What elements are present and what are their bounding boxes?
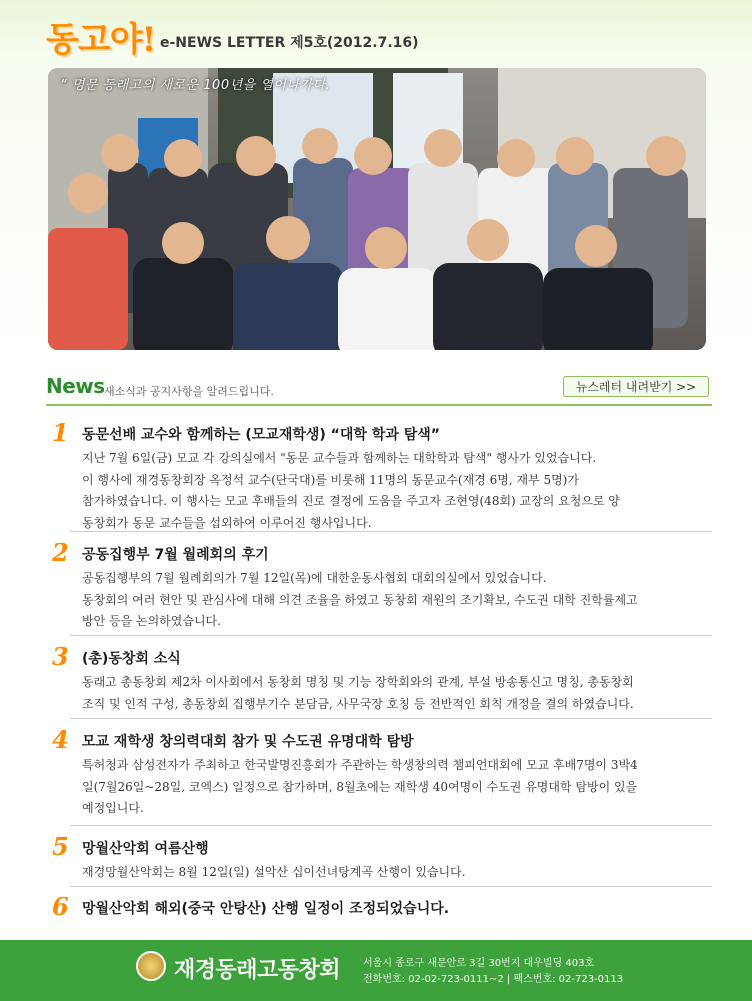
item-title[interactable]: (총)동창회 소식	[82, 651, 181, 667]
logo-text: 동고야!	[46, 20, 156, 60]
news-subheading: 새소식과 공지사항을 알려드립니다.	[104, 385, 274, 398]
item-body	[82, 448, 710, 534]
item-body-line: 지난 7월 6일(금) 모교 각 강의실에서 "동문 교수들과 함께하는 대학학과 탐색" 행사가 있었습니다.	[82, 451, 597, 465]
item-separator	[70, 531, 712, 532]
item-body	[82, 672, 710, 715]
item-body-line: 일(7월26일~28일, 코엑스) 일정으로 참가하며, 8월초에는 재학생 40여명이 수도권 유명대학 탐방이 있을	[82, 779, 638, 794]
item-body-line: 이 행사에 재경동창회장 옥정석 교수(단국대)를 비롯해 11명의 동문교수(재경 6명, 재부 5명)가	[82, 472, 579, 487]
item-title[interactable]: 망월산악회 해외(중국 안탕산) 산행 일정이 조정되었습니다.	[82, 901, 450, 917]
item-body-line: 재경망월산악회는 8월 12일(일) 설악산 십이선녀탕계곡 산행이 있습니다.	[82, 865, 466, 879]
item-title[interactable]: 동문선배 교수와 함께하는 (모교재학생) “대학 학과 탐색”	[82, 427, 440, 443]
item-body-line: 공동집행부의 7월 월례회의가 7월 12일(목)에 대한운동사협회 대회의실에서 있었습니다.	[82, 571, 547, 585]
item-body-line: 방안 등을 논의하였습니다.	[82, 614, 221, 628]
group-photo	[48, 68, 706, 350]
photo-caption: “ 명문 동래고의 새로운 100년을 열어나가다.	[60, 78, 331, 93]
item-number: 6	[52, 892, 69, 921]
item-body-line: 동창회가 동문 교수들을 섭외하여 이루어진 행사입니다.	[82, 515, 372, 530]
item-body-line: 조직 및 인적 구성, 총동창회 집행부기수 분담금, 사무국장 호칭 등 전반적인 회칙 개정을 결의 하였습니다.	[82, 696, 634, 711]
item-body-line: 예정입니다.	[82, 801, 144, 815]
item-title[interactable]: 망월산악회 여름산행	[82, 841, 209, 857]
item-separator	[70, 635, 712, 636]
item-title[interactable]: 공동집행부 7월 월례회의 후기	[82, 547, 269, 563]
item-separator	[70, 718, 712, 719]
item-body	[82, 755, 710, 820]
item-body	[82, 862, 710, 884]
school-emblem-icon	[136, 951, 166, 981]
group-photo-image	[48, 68, 706, 350]
footer-org-name: 재경동래고동창회	[174, 958, 341, 983]
item-separator	[70, 886, 712, 887]
item-number: 2	[52, 538, 69, 567]
item-number: 3	[52, 642, 69, 671]
newsletter-title: e-NEWS LETTER 제5호(2012.7.16)	[160, 35, 419, 51]
download-newsletter-button[interactable]: 뉴스레터 내려받기 >>	[563, 376, 709, 397]
item-separator	[70, 825, 712, 826]
item-body-line: 동창회의 여러 현안 및 관심사에 대해 의견 조율을 하였고 동창회 재원의 조기확보, 수도권 대학 진학률제고	[82, 592, 638, 607]
news-heading: News	[46, 374, 105, 398]
newsletter-logo	[46, 10, 155, 60]
news-divider	[46, 404, 712, 406]
item-number: 1	[52, 418, 69, 447]
item-title[interactable]: 모교 재학생 창의력대회 참가 및 수도권 유명대학 탐방	[82, 734, 414, 750]
item-body-line: 참가하였습니다. 이 행사는 모교 후배들의 진로 결정에 도움을 주고자 조현영(48회) 교장의 요청으로 양	[82, 494, 620, 508]
footer-address: 서울시 종로구 새문안로 3길 30번지 대우빌딩 403호	[363, 958, 595, 969]
item-number: 4	[52, 725, 69, 754]
item-body	[82, 568, 710, 633]
item-number: 5	[52, 832, 69, 861]
item-body-line: 동래고 총동창회 제2차 이사회에서 동창회 명칭 및 기능 장학회와의 관계, 부설 방송통신고 명칭, 총동창회	[82, 675, 634, 689]
item-body-line: 특허청과 삼성전자가 주최하고 한국발명진흥회가 주관하는 학생창의력 챔피언대회에 모교 후배7명이 3박4	[82, 758, 638, 772]
footer-phones: 전화번호: 02-02-723-0111~2 | 팩스번호: 02-723-0113	[363, 974, 624, 985]
